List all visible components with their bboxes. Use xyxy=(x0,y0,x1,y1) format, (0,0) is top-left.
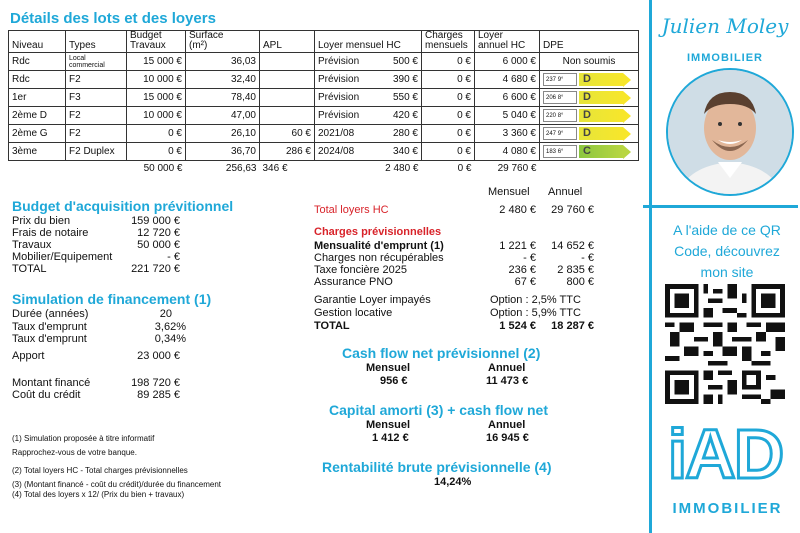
total-surface: 256,63 xyxy=(225,162,257,174)
cell-annuel: 3 360 € xyxy=(475,125,540,143)
cell-apl xyxy=(260,71,315,89)
financement-title: Simulation de financement (1) xyxy=(12,291,212,307)
cell-apl: 60 € xyxy=(260,125,315,143)
cell-loyer-label: Prévision xyxy=(315,53,374,71)
qr-text: A l'aide de ce QR Code, découvrez mon site xyxy=(673,222,781,280)
total-loyers-label: Total loyers HC xyxy=(314,204,389,216)
cell-charges: 0 € xyxy=(422,71,475,89)
duree-label: Durée (années) xyxy=(12,308,89,320)
cell-charges: 0 € xyxy=(422,107,475,125)
iad-logo: iAD xyxy=(667,415,783,493)
cell-budget: 15 000 € xyxy=(127,53,186,71)
dpe-arrow-icon xyxy=(579,127,631,140)
cell-annuel: 6 000 € xyxy=(475,53,540,71)
col-annuel-header: Annuel xyxy=(548,186,583,198)
dpe-value-box: 247 9° xyxy=(543,127,577,140)
dpe-letter: C xyxy=(583,145,591,157)
qr-code-icon[interactable] xyxy=(665,284,785,404)
cell-budget: 15 000 € xyxy=(127,89,186,107)
cell-charges: 0 € xyxy=(422,125,475,143)
capital-annuel: 16 945 € xyxy=(486,432,529,444)
dpe-value-box: 220 8° xyxy=(543,109,577,122)
cashflow-annuel: 11 473 € xyxy=(486,375,529,387)
cell-loyer-label: Prévision xyxy=(315,107,374,125)
col-mensuel-header: Mensuel xyxy=(488,186,530,198)
cell-surface: 78,40 xyxy=(186,89,260,107)
apport-value: 23 000 € xyxy=(137,350,180,362)
apport-label: Apport xyxy=(12,350,45,362)
dpe-value-box: 206 8° xyxy=(543,91,577,104)
budget-item-value: 12 720 € xyxy=(137,227,180,239)
cell-niveau: Rdc xyxy=(9,53,66,71)
cell-apl: 286 € xyxy=(260,143,315,161)
dpe-cell: Non soumis xyxy=(540,53,639,71)
cell-type: F2 xyxy=(66,107,127,125)
cell-budget: 10 000 € xyxy=(127,107,186,125)
charge-mensuel: 67 € xyxy=(514,276,536,288)
cell-budget: 0 € xyxy=(127,143,186,161)
capital-title: Capital amorti (3) + cash flow net xyxy=(329,402,548,418)
montant-label: Montant financé xyxy=(12,377,91,389)
budget-item-label: Travaux xyxy=(12,239,52,251)
cashflow-title: Cash flow net prévisionnel (2) xyxy=(342,345,541,361)
col-loyer: Loyer mensuel HC xyxy=(315,31,422,53)
budget-title: Budget d'acquisition prévitionnel xyxy=(12,198,234,214)
cell-loyer: 340 € xyxy=(373,143,421,161)
cell-surface: 36,03 xyxy=(186,53,260,71)
cell-loyer-label: 2024/08 xyxy=(315,143,374,161)
taux-label: Taux d'emprunt xyxy=(12,321,87,333)
cell-loyer: 500 € xyxy=(373,53,421,71)
total-charges-annuel: 18 287 € xyxy=(551,320,594,332)
total-charges-label: TOTAL xyxy=(314,320,350,332)
cell-niveau: 3ème xyxy=(9,143,66,161)
dpe-arrow-icon xyxy=(579,109,631,122)
cell-surface: 36,70 xyxy=(186,143,260,161)
col-annuel: Loyer annuel HC xyxy=(475,31,540,53)
col-charges: Charges mensuels xyxy=(422,31,475,53)
charge-annuel: 14 652 € xyxy=(551,240,594,252)
note-4: (4) Total des loyers x 12/ (Prix du bien + travaux) xyxy=(12,490,185,499)
note-1: (1) Simulation proposée à titre informatif xyxy=(12,434,155,443)
budget-item-label: Frais de notaire xyxy=(12,227,89,239)
total-loyers-mensuel: 2 480 € xyxy=(499,204,536,216)
cell-charges: 0 € xyxy=(422,143,475,161)
total-budget: 50 000 € xyxy=(143,162,183,174)
agent-company: IMMOBILIER xyxy=(687,52,763,64)
total-loyer: 2 480 € xyxy=(385,162,419,174)
garantie-value: Option : 2,5% TTC xyxy=(490,294,581,306)
total-apl: 346 € xyxy=(262,162,288,174)
rentabilite-title: Rentabilité brute prévisionnelle (4) xyxy=(322,459,552,475)
cell-charges: 0 € xyxy=(422,89,475,107)
iad-logo-sub: IMMOBILIER xyxy=(672,500,783,517)
cashflow-mensuel: 956 € xyxy=(380,375,408,387)
cell-charges: 0 € xyxy=(422,53,475,71)
charge-label: Charges non récupérables xyxy=(314,252,444,264)
cout-label: Coût du crédit xyxy=(12,389,81,401)
sidebar-divider xyxy=(649,0,652,533)
total-loyers-annuel: 29 760 € xyxy=(551,204,594,216)
col-niveau: Niveau xyxy=(9,31,66,53)
dpe-letter: D xyxy=(583,73,591,85)
cell-loyer-label: 2021/08 xyxy=(315,125,374,143)
cell-apl xyxy=(260,53,315,71)
lots-title: Détails des lots et des loyers xyxy=(10,10,216,27)
cell-type: F2 xyxy=(66,125,127,143)
cell-niveau: 2ème G xyxy=(9,125,66,143)
charge-label: Assurance PNO xyxy=(314,276,393,288)
gestion-label: Gestion locative xyxy=(314,307,393,319)
cashflow-annuel-label: Annuel xyxy=(488,362,526,374)
dpe-cell xyxy=(540,143,639,161)
assurance-value: 0,34% xyxy=(154,333,186,345)
cell-type: Local commercial xyxy=(66,53,127,71)
gestion-value: Option : 5,9% TTC xyxy=(490,307,581,319)
cell-niveau: Rdc xyxy=(9,71,66,89)
dpe-cell xyxy=(540,107,639,125)
charges-title: Charges prévisionnelles xyxy=(314,226,442,238)
budget-item-value: 50 000 € xyxy=(137,239,180,251)
capital-mensuel: 1 412 € xyxy=(372,432,409,444)
cell-apl xyxy=(260,107,315,125)
cell-niveau: 2ème D xyxy=(9,107,66,125)
note-3: (3) (Montant financé - coût du crédit)/durée du financement xyxy=(12,480,221,489)
charge-mensuel: 236 € xyxy=(508,264,536,276)
cell-surface: 47,00 xyxy=(186,107,260,125)
col-apl: APL xyxy=(260,31,315,53)
totals-row xyxy=(9,161,639,176)
table-row xyxy=(9,125,639,143)
agent-signature: Julien Moley xyxy=(661,14,789,38)
cell-surface: 32,40 xyxy=(186,71,260,89)
charge-annuel: - € xyxy=(581,252,594,264)
garantie-label: Garantie Loyer impayés xyxy=(314,294,431,306)
charge-mensuel: - € xyxy=(523,252,536,264)
table-row xyxy=(9,107,639,125)
total-charges: 0 € xyxy=(457,162,472,174)
budget-item-label: TOTAL xyxy=(12,263,47,275)
note-2: (2) Total loyers HC - Total charges prévisionnelles xyxy=(12,466,188,475)
cell-loyer-label: Prévision xyxy=(315,89,374,107)
cell-annuel: 5 040 € xyxy=(475,107,540,125)
table-header-row xyxy=(9,31,639,53)
col-surface: Surface (m²) xyxy=(186,31,260,53)
budget-item-value: - € xyxy=(167,251,180,263)
capital-annuel-label: Annuel xyxy=(488,419,526,431)
cell-niveau: 1er xyxy=(9,89,66,107)
dpe-letter: D xyxy=(583,109,591,121)
cell-loyer: 420 € xyxy=(373,107,421,125)
taux-value: 3,62% xyxy=(154,321,186,333)
col-budget: Budget Travaux xyxy=(127,31,186,53)
table-row xyxy=(9,89,639,107)
dpe-arrow-icon xyxy=(579,91,631,104)
dpe-letter: D xyxy=(583,127,591,139)
cell-surface: 26,10 xyxy=(186,125,260,143)
lots-table xyxy=(8,30,639,175)
dpe-value-box: 183 6° xyxy=(543,145,577,158)
charge-label: Taxe foncière 2025 xyxy=(314,264,407,276)
cell-loyer: 390 € xyxy=(373,71,421,89)
sidebar-hline xyxy=(643,205,798,208)
charge-label: Mensualité d'emprunt (1) xyxy=(314,240,444,252)
dpe-cell xyxy=(540,89,639,107)
dpe-value-box: 237 9° xyxy=(543,73,577,86)
dpe-cell xyxy=(540,71,639,89)
charge-annuel: 800 € xyxy=(566,276,594,288)
cell-type: F3 xyxy=(66,89,127,107)
budget-item-value: 221 720 € xyxy=(131,263,180,275)
cell-type: F2 xyxy=(66,71,127,89)
dpe-cell xyxy=(540,125,639,143)
cell-loyer-label: Prévision xyxy=(315,71,374,89)
cell-loyer: 280 € xyxy=(373,125,421,143)
charge-mensuel: 1 221 € xyxy=(499,240,536,252)
assurance-label: Taux d'emprunt xyxy=(12,333,87,345)
budget-item-label: Prix du bien xyxy=(12,215,71,227)
total-annuel: 29 760 € xyxy=(497,162,537,174)
cell-annuel: 6 600 € xyxy=(475,89,540,107)
note-1b: Rapprochez-vous de votre banque. xyxy=(12,448,137,457)
montant-value: 198 720 € xyxy=(131,377,180,389)
cell-annuel: 4 080 € xyxy=(475,143,540,161)
budget-item-label: Mobilier/Equipement xyxy=(12,251,113,263)
duree-value: 20 xyxy=(159,308,172,320)
cell-budget: 10 000 € xyxy=(127,71,186,89)
cashflow-mensuel-label: Mensuel xyxy=(366,362,411,374)
cell-annuel: 4 680 € xyxy=(475,71,540,89)
col-dpe: DPE xyxy=(540,31,639,53)
budget-item-value: 159 000 € xyxy=(131,215,180,227)
capital-mensuel-label: Mensuel xyxy=(366,419,411,431)
cell-type: F2 Duplex xyxy=(66,143,127,161)
rentabilite-value: 14,24% xyxy=(434,476,472,488)
col-types: Types xyxy=(66,31,127,53)
dpe-arrow-icon xyxy=(579,145,631,158)
charge-annuel: 2 835 € xyxy=(557,264,594,276)
dpe-letter: D xyxy=(583,91,591,103)
cell-budget: 0 € xyxy=(127,125,186,143)
cell-loyer: 550 € xyxy=(373,89,421,107)
agent-photo xyxy=(666,68,794,196)
cout-value: 89 285 € xyxy=(137,389,180,401)
dpe-arrow-icon xyxy=(579,73,631,86)
total-charges-mensuel: 1 524 € xyxy=(499,320,536,332)
table-row xyxy=(9,53,639,71)
table-row xyxy=(9,71,639,89)
table-row xyxy=(9,143,639,161)
cell-apl xyxy=(260,89,315,107)
